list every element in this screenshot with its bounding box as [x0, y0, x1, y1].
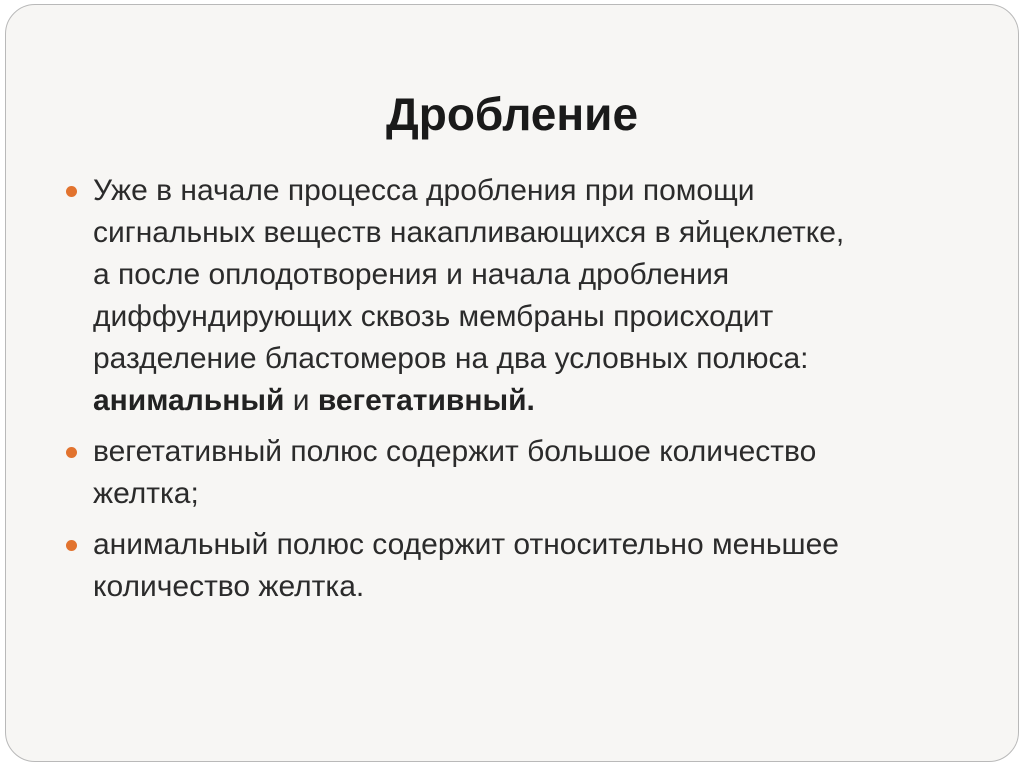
bullet-item-2 [93, 431, 973, 515]
bullet-dot-icon [66, 186, 77, 197]
term-conjunction: и [284, 384, 318, 417]
bullet-1-line-2: сигнальных веществ накапливающихся в яйцеклетке, [93, 216, 845, 249]
term-animal: анимальный [93, 384, 285, 417]
term-vegetative: вегетативный. [317, 384, 535, 417]
bullet-1-line-4: диффундирующих сквозь мембраны происходит [93, 300, 774, 333]
bullet-1-line-3: а после оплодотворения и начала дробления [93, 258, 730, 291]
slide-title: Дробление [385, 88, 639, 140]
bullet-dot-icon [66, 447, 77, 458]
bullet-3-line-1: анимальный полюс содержит относительно меньшее [93, 528, 839, 561]
bullet-list [93, 170, 973, 617]
bullet-2-line-1: вегетативный полюс содержит большое количество [93, 435, 817, 468]
bullet-dot-icon [66, 540, 77, 551]
bullet-item-3 [93, 524, 973, 608]
bullet-item-1 [93, 170, 973, 422]
bullet-1-line-5: разделение бластомеров на два условных полюса: [93, 342, 809, 375]
bullet-3-line-2: количество желтка. [93, 570, 365, 603]
bullet-2-line-2: желтка; [93, 477, 199, 510]
bullet-1-line-1: Уже в начале процесса дробления при помощи [93, 174, 755, 207]
